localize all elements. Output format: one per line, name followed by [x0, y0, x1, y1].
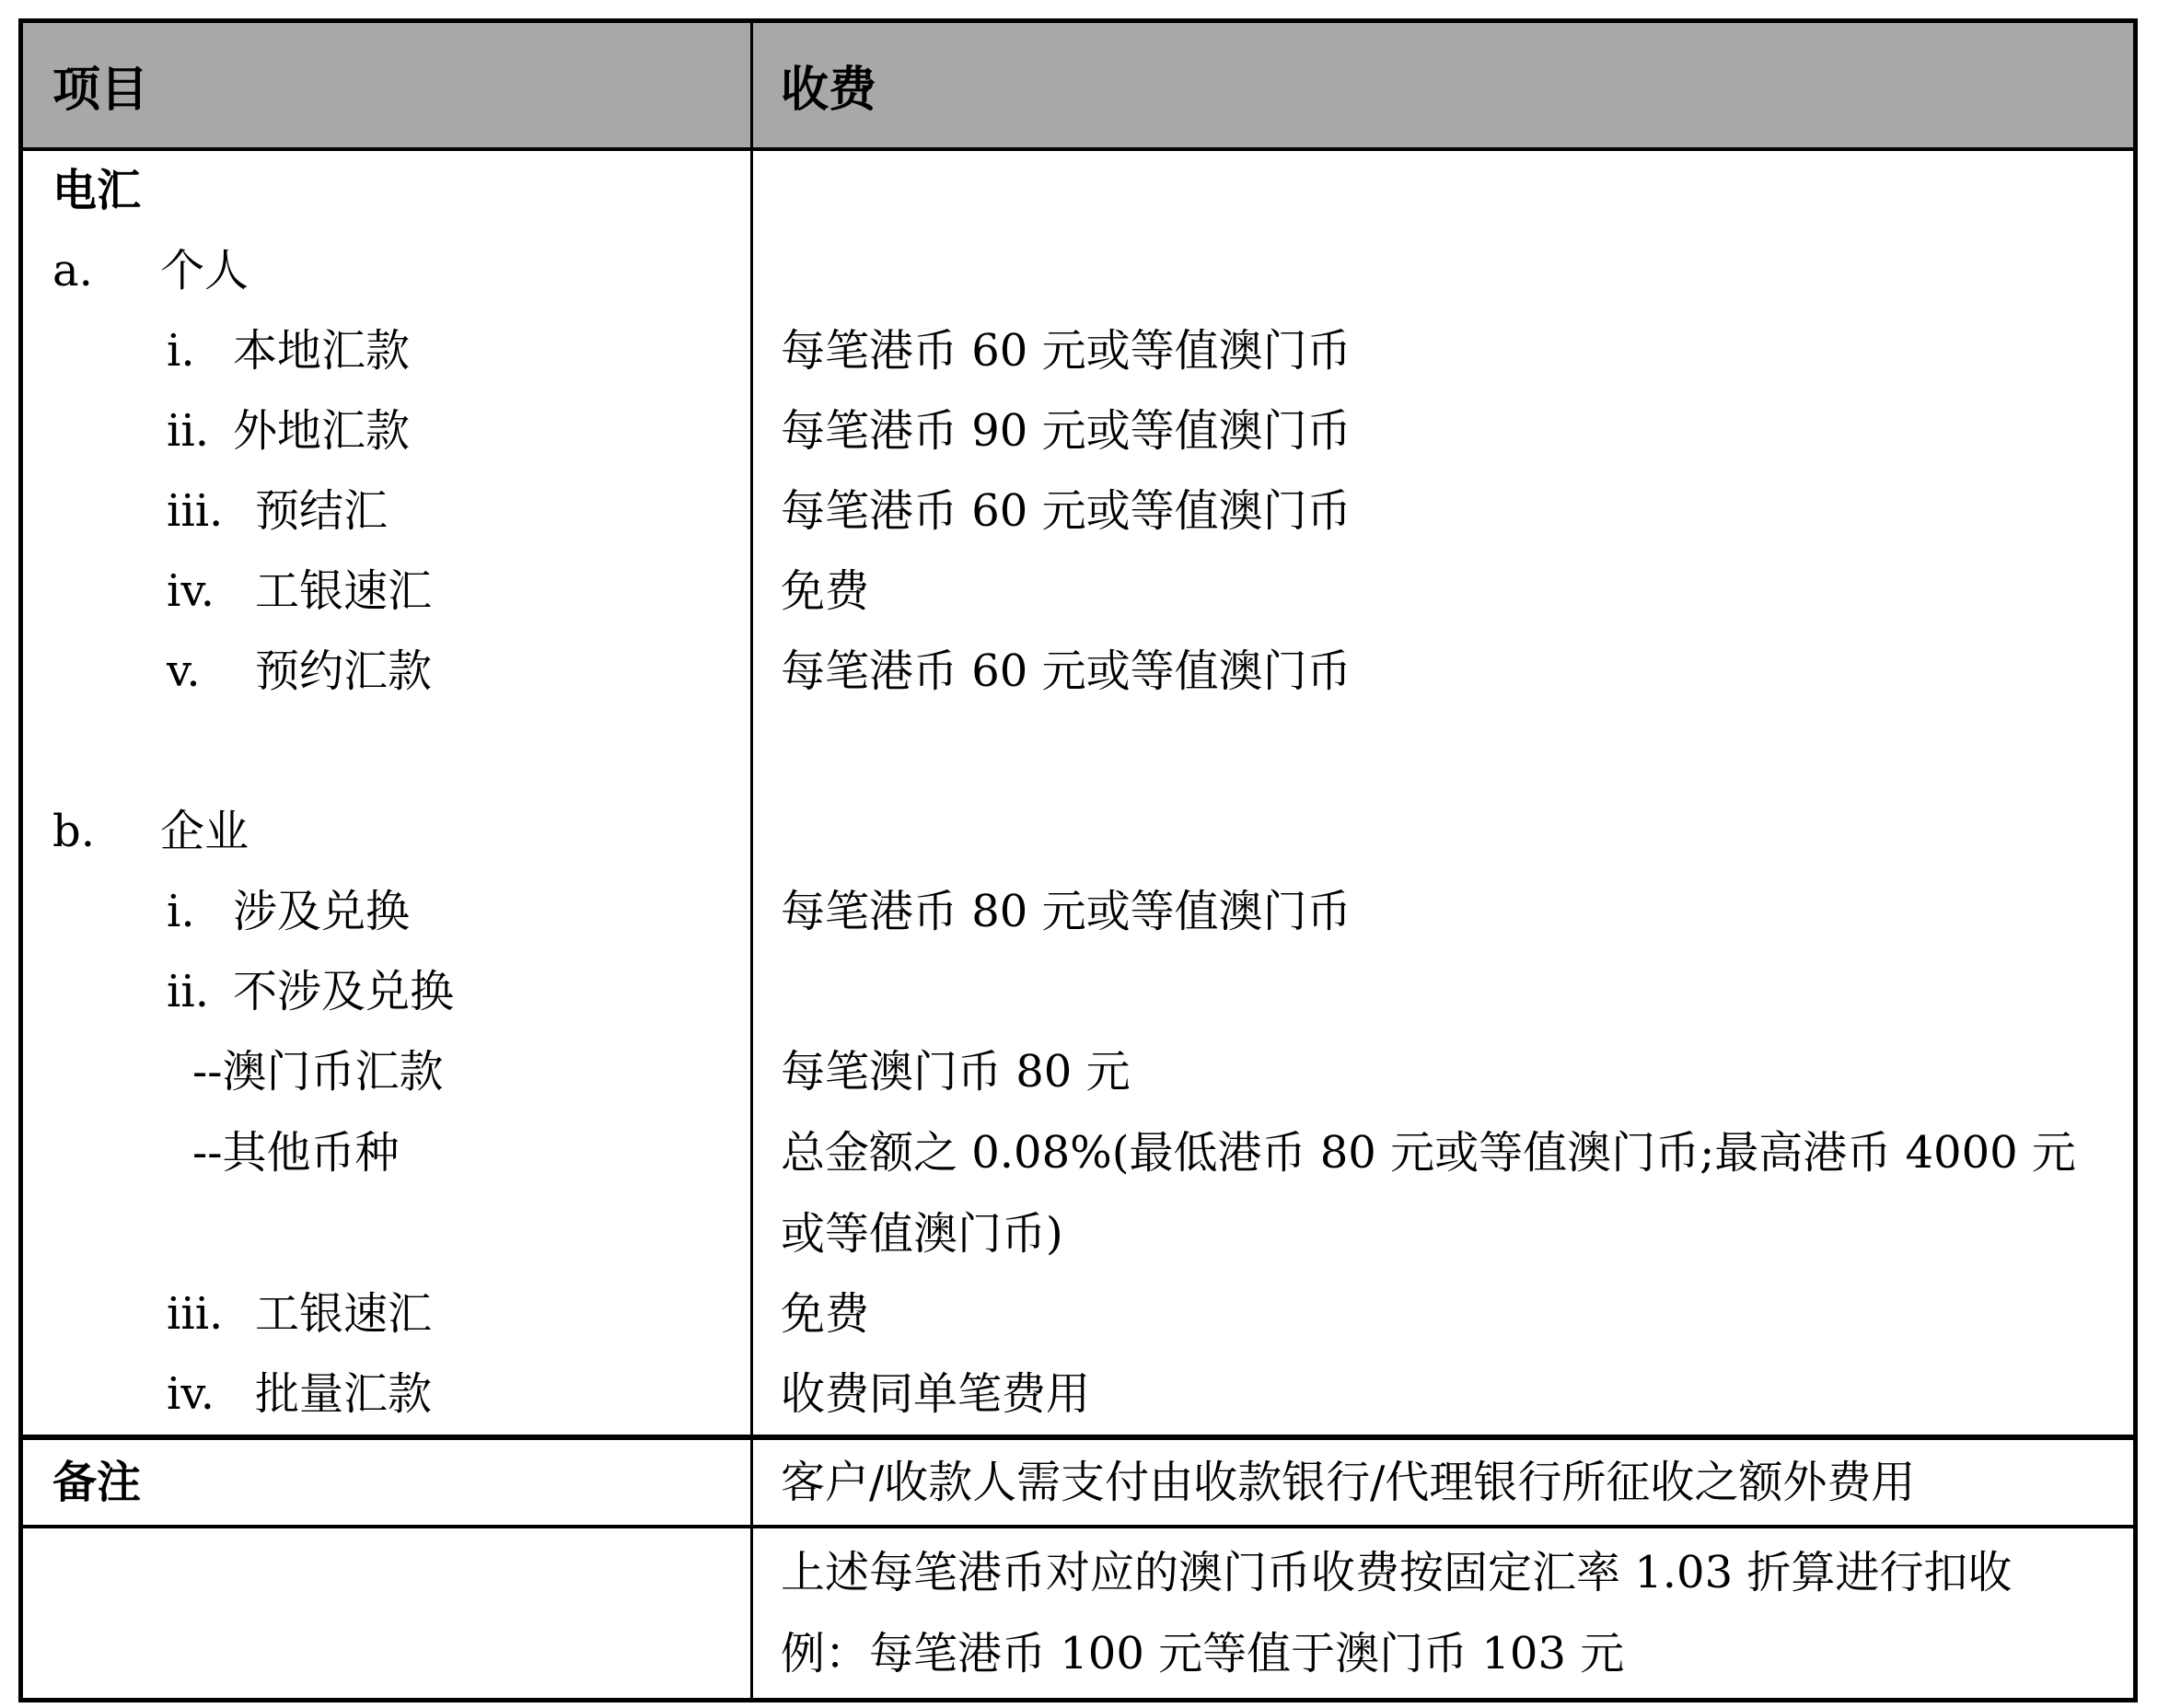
fee-cell: 每笔澳门币 80 元: [781, 1046, 1131, 1098]
empty-cell: [23, 1528, 753, 1698]
header-fee-column: 收费: [753, 23, 2133, 147]
item-marker: i.: [167, 325, 195, 377]
table-row: [23, 471, 2133, 552]
item-cell: [23, 1354, 753, 1435]
fee-table: [18, 18, 2138, 1702]
fee-cell: [753, 231, 2133, 311]
item-cell: [23, 712, 753, 792]
item-label: 预结汇: [255, 485, 389, 537]
item-label: 电汇: [52, 165, 142, 216]
item-marker: ii.: [167, 405, 209, 457]
item-cell: [23, 311, 753, 391]
table-row: [23, 151, 2133, 231]
note-cell: [753, 1528, 2133, 1698]
table-row: [23, 952, 2133, 1032]
item-cell: [23, 552, 753, 632]
fee-cell: 总金额之 0.08%(最低港币 80 元或等值澳门币;最高港币 4000 元或等值澳门币): [781, 1127, 2076, 1260]
item-marker: iii.: [167, 1288, 224, 1340]
item-label: 工银速汇: [255, 1288, 433, 1340]
note-line-1: 上述每笔港币对应的澳门币收费按固定汇率 1.03 折算进行扣收: [781, 1547, 2013, 1598]
exchange-rate-note-row: [23, 1528, 2133, 1698]
table-row: [23, 632, 2133, 712]
fee-cell: [753, 151, 2133, 231]
table-header-row: [23, 23, 2133, 151]
fee-cell: [753, 712, 2133, 792]
table-row: [23, 552, 2133, 632]
item-marker: iv.: [167, 1368, 215, 1420]
fee-cell: 每笔港币 80 元或等值澳门币: [781, 886, 1352, 937]
fee-cell: 每笔港币 60 元或等值澳门币: [781, 485, 1352, 537]
table-row: [23, 1112, 2133, 1274]
wire-transfer-section: [23, 151, 2133, 1440]
item-cell: [23, 872, 753, 952]
item-label: 涉及兑换: [233, 886, 411, 937]
remark-text: 客户/收款人需支付由收款银行/代理银行所征收之额外费用: [781, 1457, 1916, 1508]
item-marker: --: [192, 1127, 223, 1179]
item-marker: iii.: [167, 485, 224, 537]
table-row: [23, 872, 2133, 952]
spacer-row: [23, 712, 2133, 792]
item-label: 企业: [160, 806, 249, 857]
fee-cell: 每笔港币 60 元或等值澳门币: [781, 645, 1352, 697]
item-cell: [23, 151, 753, 231]
item-cell: [23, 952, 753, 1032]
fee-cell: [753, 952, 2133, 1032]
remark-label: 备注: [23, 1440, 753, 1525]
remark-row: [23, 1440, 2133, 1528]
item-marker: iv.: [167, 565, 215, 617]
item-marker: v.: [167, 645, 201, 697]
item-marker: ii.: [167, 966, 209, 1017]
item-label: 外地汇款: [233, 405, 411, 457]
item-cell: [23, 231, 753, 311]
item-label: 批量汇款: [255, 1368, 433, 1420]
table-row: [23, 311, 2133, 391]
table-row: [23, 231, 2133, 311]
item-cell: [23, 471, 753, 552]
header-item-column: 项目: [23, 23, 753, 147]
item-label: 本地汇款: [233, 325, 411, 377]
fee-cell: 免费: [781, 565, 870, 617]
table-row: [23, 391, 2133, 471]
table-row: [23, 1032, 2133, 1112]
item-cell: [23, 1032, 753, 1112]
item-label: 个人: [160, 245, 249, 296]
item-cell: [23, 1112, 753, 1274]
item-marker: a.: [52, 245, 93, 296]
item-label: 澳门币汇款: [222, 1046, 444, 1098]
table-row: [23, 1274, 2133, 1354]
item-label: 其他币种: [222, 1127, 400, 1179]
item-cell: [23, 1274, 753, 1354]
fee-cell: 免费: [781, 1288, 870, 1340]
fee-cell: [753, 792, 2133, 872]
note-line-2: 例：每笔港币 100 元等值于澳门币 103 元: [781, 1628, 1625, 1679]
fee-cell: 每笔港币 90 元或等值澳门币: [781, 405, 1352, 457]
item-cell: [23, 792, 753, 872]
fee-cell: 每笔港币 60 元或等值澳门币: [781, 325, 1352, 377]
item-marker: b.: [52, 806, 95, 857]
item-label: 工银速汇: [255, 565, 433, 617]
item-label: 不涉及兑换: [233, 966, 455, 1017]
fee-cell: 收费同单笔费用: [781, 1368, 1091, 1420]
item-cell: [23, 632, 753, 712]
item-cell: [23, 391, 753, 471]
item-marker: --: [192, 1046, 223, 1098]
table-row: [23, 1354, 2133, 1435]
item-label: 预约汇款: [255, 645, 433, 697]
item-marker: i.: [167, 886, 195, 937]
table-row: [23, 792, 2133, 872]
